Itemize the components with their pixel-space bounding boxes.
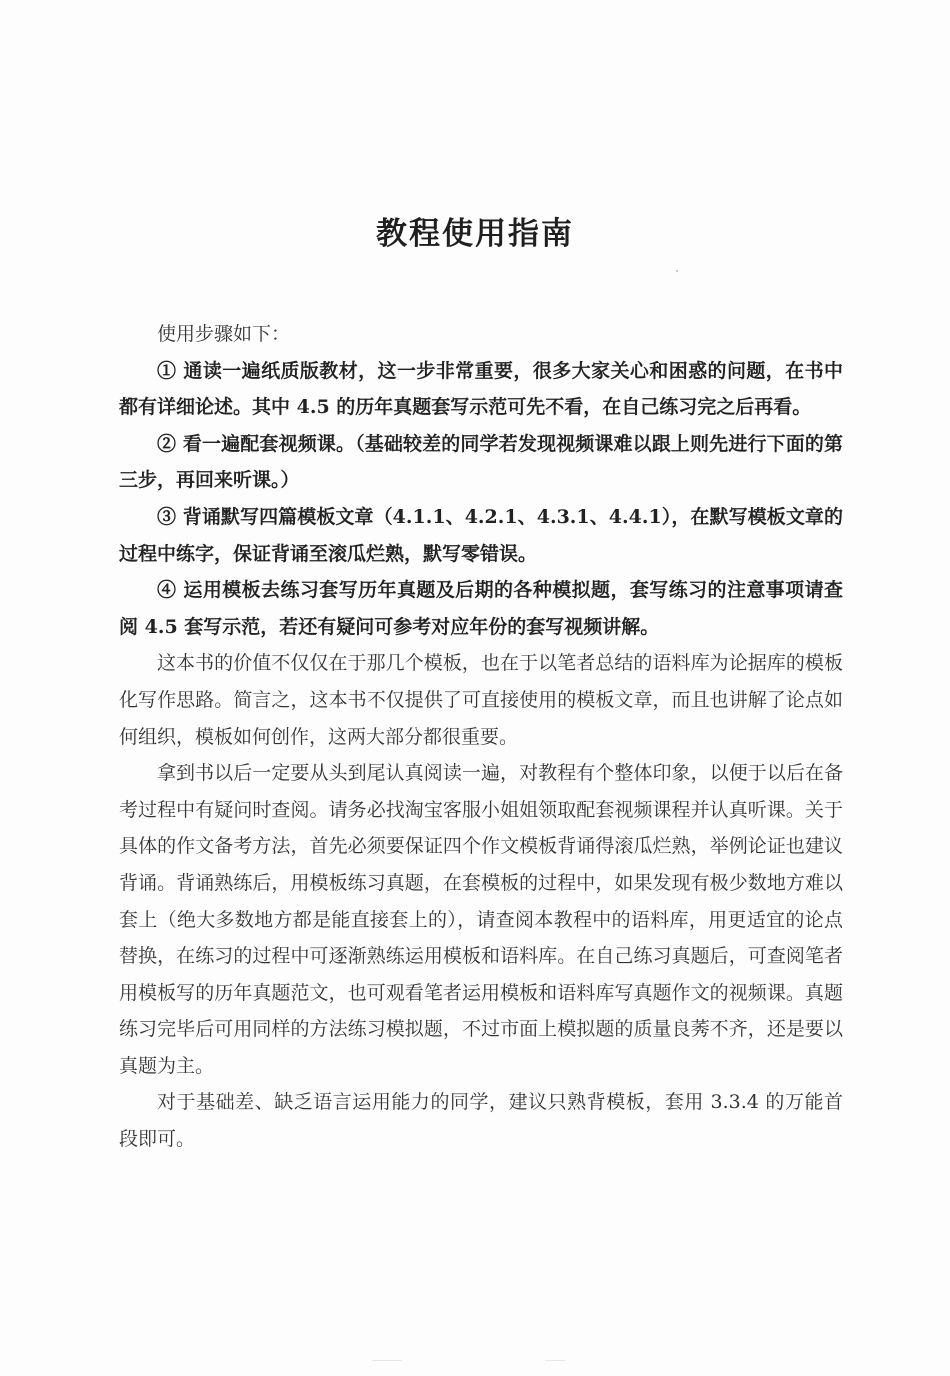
page-title: 教程使用指南 xyxy=(376,216,574,252)
paragraph-step-1: ① 通读一遍纸质版教材，这一步非常重要，很多大家关心和困惑的问题，在书中都有详细论述。其中 4.5 的历年真题套写示范可先不看，在自己练习完之后再看。 xyxy=(119,359,843,419)
paragraph-value: 这本书的价值不仅仅在于那几个模板，也在于以笔者总结的语料库为论据库的模板化写作思路。简言之，这本书不仅提供了可直接使用的模板文章，而且也讲解了论点如何组织，模板如何创作，这两大部分都很重要。 xyxy=(119,652,843,748)
paragraph-step-3: ③ 背诵默写四篇模板文章（4.1.1、4.2.1、4.3.1、4.4.1），在默写模板文章的过程中练字，保证背诵至滚瓜烂熟，默写零错误。 xyxy=(119,505,843,565)
paragraph-intro: 使用步骤如下： xyxy=(157,323,291,345)
paragraph-advice: 对于基础差、缺乏语言运用能力的同学，建议只熟背模板，套用 3.3.4 的万能首段即可。 xyxy=(119,1091,843,1151)
paragraph-step-2: ② 看一遍配套视频课。（基础较差的同学若发现视频课难以跟上则先进行下面的第三步，再回来听课。） xyxy=(119,432,843,492)
paragraph-step-4: ④ 运用模板去练习套写历年真题及后期的各种模拟题，套写练习的注意事项请查阅 4.5 套写示范，若还有疑问可参考对应年份的套写视频讲解。 xyxy=(119,579,843,638)
paragraph-method: 拿到书以后一定要从头到尾认真阅读一遍，对教程有个整体印象，以便于以后在备考过程中有疑问时查阅。请务必找淘宝客服小姐姐领取配套视频课程并认真听课。关于具体的作文备考方法，首先必须要保证四个作文模板背诵得滚瓜烂熟，举例论证也建议背诵。背诵熟练后，用模板练习真题，在套模板的过程中，如果发现有极少数地方难以套上（绝大多数地方都是能直接套上的），请查阅本教程中的语料库，用更适宜的论点替换，在练习的过程中可逐渐熟练运用模板和语料库。在自己练习真题后，可查阅笔者用模板写的历年真题范文，也可观看笔者运用模板和语料库写真题作文的视频课。真题练习完毕后可用同样的方法练习模拟题，不过市面上模拟题的质量良莠不齐，还是要以真题为主。 xyxy=(119,762,843,1077)
scan-speck xyxy=(372,1360,402,1361)
scan-speck xyxy=(545,1360,565,1361)
scan-speck xyxy=(676,270,678,272)
body-text xyxy=(119,316,843,1158)
